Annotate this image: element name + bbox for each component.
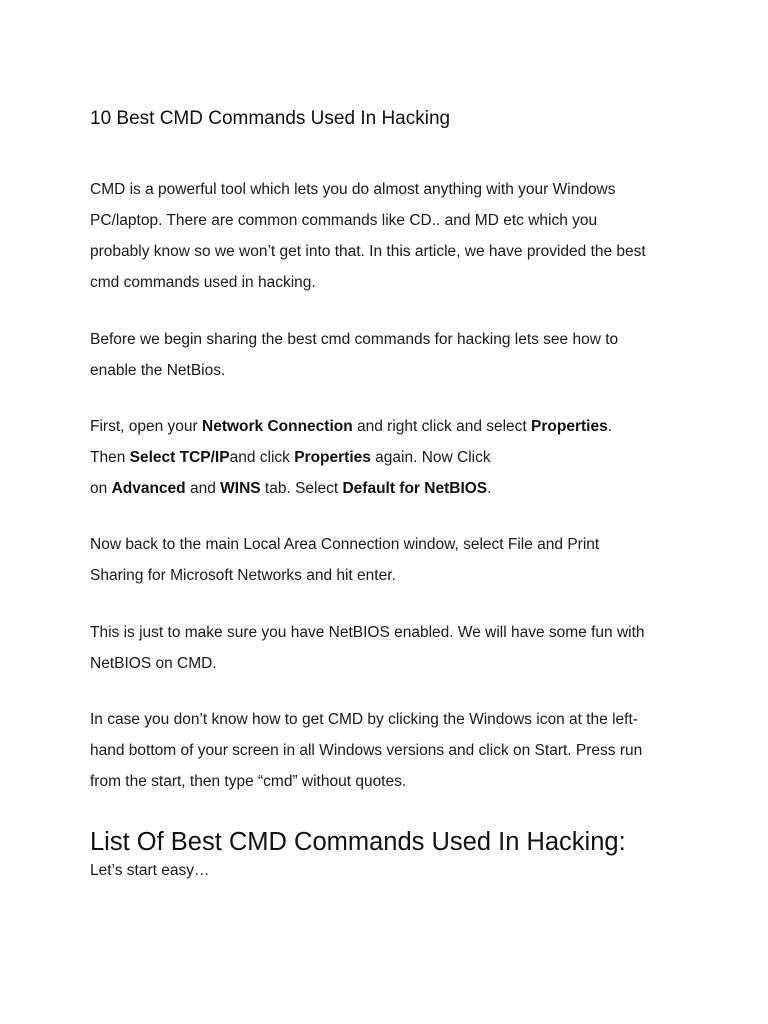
text-run: and right click and select bbox=[352, 418, 532, 435]
paragraph-line: hand bottom of your screen in all Windows versions and click on Start. Press run bbox=[90, 742, 643, 759]
paragraph-line: Now back to the main Local Area Connection window, select File and Print bbox=[90, 536, 600, 553]
paragraph-line: CMD is a powerful tool which lets you do almost anything with your Windows bbox=[90, 181, 616, 198]
paragraph-line: Let’s start easy… bbox=[90, 862, 210, 879]
paragraph-line bbox=[90, 411, 690, 442]
netbios-intro-paragraph bbox=[90, 324, 690, 386]
intro-paragraph bbox=[90, 174, 690, 298]
bold-advanced: Advanced bbox=[111, 480, 186, 497]
text-run: . bbox=[487, 480, 492, 497]
paragraph-line bbox=[90, 442, 690, 473]
bold-default-for-netbios: Default for NetBIOS bbox=[342, 480, 488, 497]
netbios-steps-paragraph bbox=[90, 411, 690, 504]
text-run: again. Now Click bbox=[370, 449, 491, 466]
text-run: on bbox=[90, 480, 112, 497]
paragraph-line: NetBIOS on CMD. bbox=[90, 655, 217, 672]
paragraph-line: from the start, then type “cmd” without quotes. bbox=[90, 773, 407, 790]
paragraph-line: This is just to make sure you have NetBIOS enabled. We will have some fun with bbox=[90, 624, 645, 641]
text-run: tab. Select bbox=[260, 480, 343, 497]
bold-properties: Properties bbox=[531, 418, 608, 435]
netbios-enabled-paragraph bbox=[90, 617, 690, 679]
paragraph-line: In case you don’t know how to get CMD by clicking the Windows icon at the left- bbox=[90, 711, 638, 728]
paragraph-line: cmd commands used in hacking. bbox=[90, 274, 316, 291]
paragraph-line: Sharing for Microsoft Networks and hit enter. bbox=[90, 567, 396, 584]
open-cmd-paragraph bbox=[90, 704, 690, 797]
bold-properties-again: Properties bbox=[294, 449, 371, 466]
text-run: and click bbox=[229, 449, 295, 466]
paragraph-line: enable the NetBios. bbox=[90, 362, 226, 379]
paragraph-line: Before we begin sharing the best cmd commands for hacking lets see how to bbox=[90, 331, 619, 348]
bold-network-connection: Network Connection bbox=[202, 418, 353, 435]
section-heading: List Of Best CMD Commands Used In Hacking: bbox=[90, 828, 626, 856]
paragraph-line: probably know so we won’t get into that. In this article, we have provided the best bbox=[90, 243, 646, 260]
text-run: Then bbox=[90, 449, 130, 466]
article-title: 10 Best CMD Commands Used In Hacking bbox=[90, 108, 451, 129]
text-run: First, open your bbox=[90, 418, 202, 435]
text-run: . bbox=[607, 418, 613, 435]
bold-select-tcp-ip: Select TCP/IP bbox=[129, 449, 230, 466]
start-easy-paragraph bbox=[90, 855, 690, 886]
paragraph-line bbox=[90, 473, 690, 504]
file-sharing-paragraph bbox=[90, 529, 690, 591]
text-run: and bbox=[185, 480, 221, 497]
paragraph-line: PC/laptop. There are common commands like CD.. and MD etc which you bbox=[90, 212, 598, 229]
bold-wins: WINS bbox=[220, 480, 261, 497]
